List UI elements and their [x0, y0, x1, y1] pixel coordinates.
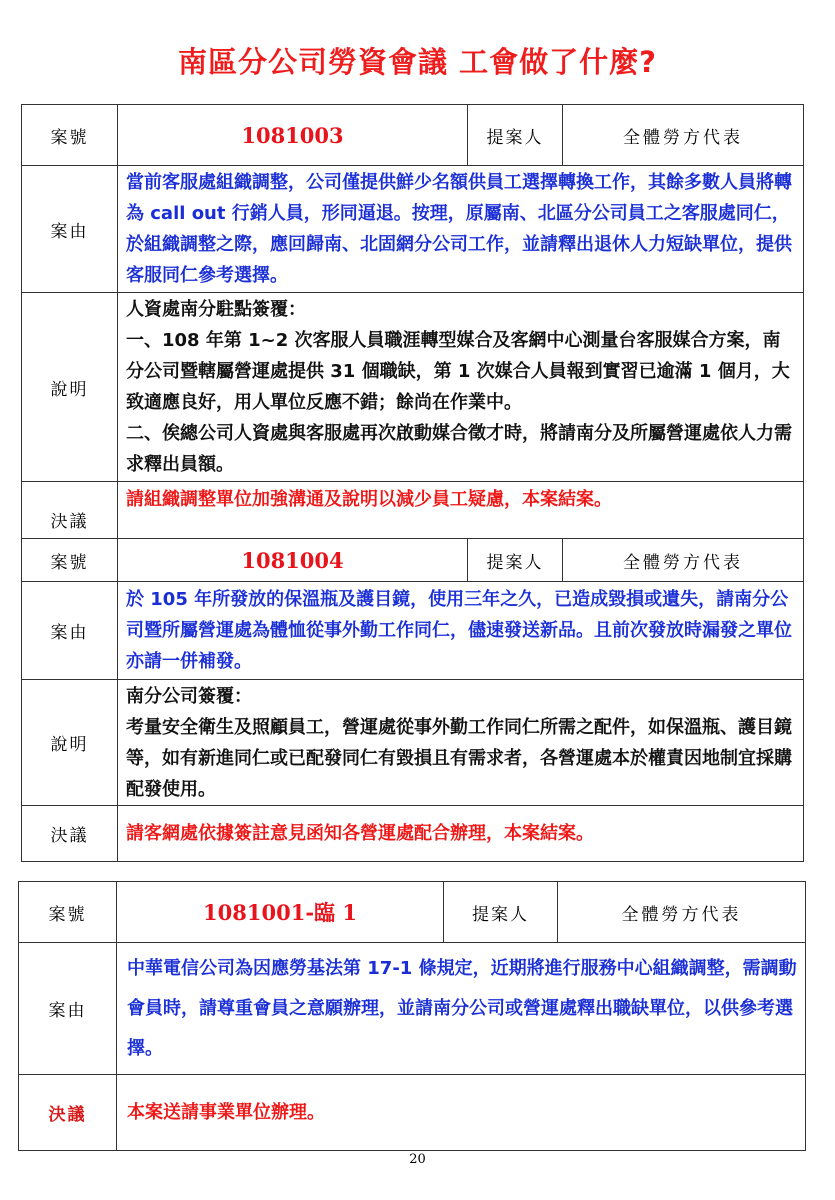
- reason-label: 案由: [19, 943, 117, 1075]
- explanation-item-2: 二、俟總公司人資處與客服處再次啟動媒合徵才時，將請南分及所屬營運處依人力需求釋出員額。: [126, 423, 792, 475]
- case-no-label: 案號: [22, 105, 118, 166]
- page-title: 南區分公司勞資會議 工會做了什麼?: [178, 45, 657, 79]
- resolution-row: [22, 806, 804, 862]
- explanation-label: 說明: [22, 680, 118, 806]
- case-number: 1081004: [118, 539, 468, 582]
- resolution-row: [19, 1075, 806, 1151]
- case-number: 1081003: [118, 105, 468, 166]
- resolution-text: 請客網處依據簽註意見函知各營運處配合辦理，本案結案。: [118, 806, 804, 862]
- case-no-label: 案號: [19, 882, 117, 943]
- reason-text: 當前客服處組織調整，公司僅提供鮮少名額供員工選擇轉換工作，其餘多數人員將轉為 call out 行銷人員，形同逼退。按理，原屬南、北區分公司員工之客服處同仁，於組織調整之際，應回歸南、北固網分公司工作，並請釋出退休人力短缺單位，提供客服同仁參考選擇。: [118, 166, 804, 293]
- explanation-cell: [118, 680, 804, 806]
- explanation-cell: [118, 293, 804, 482]
- reason-label: 案由: [22, 582, 118, 680]
- meeting-table-2: [18, 881, 806, 1151]
- reason-row: [19, 943, 806, 1075]
- reason-row: [22, 582, 804, 680]
- proposer-value: 全體勞方代表: [558, 882, 806, 943]
- case-no-label: 案號: [22, 539, 118, 582]
- explanation-item-1: 一、108 年第 1~2 次客服人員職涯轉型媒合及客網中心測量台客服媒合方案，南分公司暨轄屬營運處提供 31 個職缺，第 1 次媒合人員報到實習已逾滿 1 個月，大致適應良好，用人單位反應不錯；餘尚在作業中。: [126, 330, 790, 413]
- resolution-text: 請組織調整單位加強溝通及說明以減少員工疑慮，本案結案。: [118, 482, 804, 539]
- case-header-row: [22, 105, 804, 166]
- resolution-label: 決議: [22, 482, 118, 539]
- proposer-value: 全體勞方代表: [563, 105, 804, 166]
- case-number: 1081001-臨 1: [117, 882, 444, 943]
- explanation-item-1: 考量安全衛生及照顧員工，營運處從事外勤工作同仁所需之配件，如保溫瓶、護目鏡等，如有新進同仁或已配發同仁有毀損且有需求者，各營運處本於權責因地制宜採購配發使用。: [126, 716, 792, 800]
- explanation-label: 說明: [22, 293, 118, 482]
- proposer-label: 提案人: [468, 105, 563, 166]
- resolution-text: 本案送請事業單位辦理。: [117, 1075, 806, 1151]
- resolution-label: 決議: [22, 806, 118, 862]
- proposer-label: 提案人: [468, 539, 563, 582]
- meeting-table-1: [21, 104, 804, 862]
- explanation-row: [22, 680, 804, 806]
- explanation-heading: 南分公司簽覆：: [126, 685, 252, 707]
- resolution-row: [22, 482, 804, 539]
- explanation-heading: 人資處南分駐點簽覆：: [126, 299, 306, 320]
- case-header-row: [19, 882, 806, 943]
- page-number: 20: [409, 1152, 426, 1167]
- proposer-value: 全體勞方代表: [563, 539, 804, 582]
- reason-text: 中華電信公司為因應勞基法第 17-1 條規定，近期將進行服務中心組織調整，需調動會員時，請尊重會員之意願辦理，並請南分公司或營運處釋出職缺單位，以供參考選擇。: [117, 943, 806, 1075]
- case-header-row: [22, 539, 804, 582]
- proposer-label: 提案人: [444, 882, 558, 943]
- reason-label: 案由: [22, 166, 118, 293]
- reason-row: [22, 166, 804, 293]
- explanation-row: [22, 293, 804, 482]
- reason-text: 於 105 年所發放的保溫瓶及護目鏡，使用三年之久，已造成毀損或遺失，請南分公司暨所屬營運處為體恤從事外勤工作同仁，儘速發送新品。且前次發放時漏發之單位 亦請一併補發。: [118, 582, 804, 680]
- resolution-label: 決議: [19, 1075, 117, 1151]
